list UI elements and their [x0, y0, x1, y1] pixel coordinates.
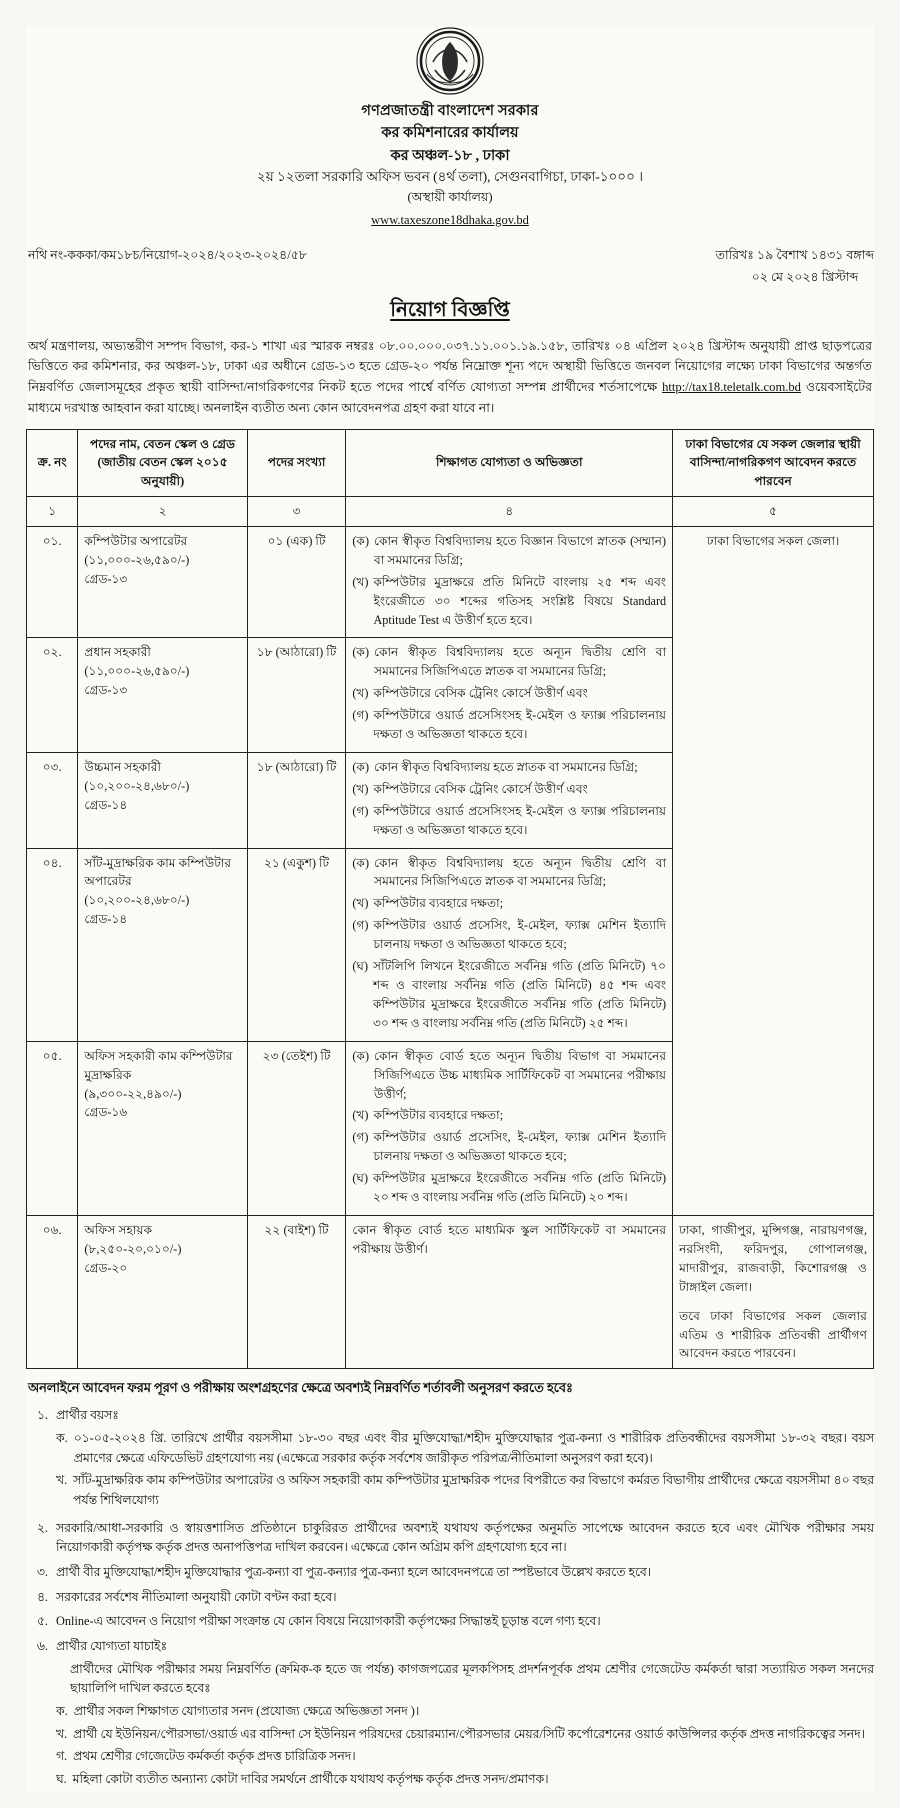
condition-text: প্রার্থী বীর মুক্তিযোদ্ধা/শহীদ মুক্তিযোদ্ধার পুত্র-কন্যা বা পুত্র-কন্যার পুত্র-কন্যা হলে আবেদনপত্রে তা স্পষ্টভাবে উল্লেখ করতে হবে।	[56, 1565, 652, 1580]
table-row	[27, 1215, 874, 1368]
qualification-item	[352, 957, 666, 1033]
qualification-text: কম্পিউটার ওয়ার্ড প্রসেসিং, ই-মেইল, ফ্যাক্স মেশিন ইত্যাদি চালনায় দক্ষতা ও অভিজ্ঞতা থাকতে হবে;	[373, 918, 667, 952]
header-vacancies: পদের সংখ্যা	[247, 429, 346, 497]
row-vacancies: ২২ (বাইশ) টি	[247, 1215, 346, 1368]
qualification-marker: (খ)	[352, 896, 369, 911]
qualification-text: কোন স্বীকৃত বিশ্ববিদ্যালয় হতে বিজ্ঞান বিভাগে স্নাতক (সম্মান) বা সমমানের ডিগ্রি;	[374, 533, 667, 567]
condition-text: সরকারি/আধা-সরকারি ও স্বায়ত্তশাসিত প্রতিষ্ঠানে চাকুরিরত প্রার্থীদের অবশ্যই যথাযথ কর্তৃপক্ষের অনুমতি সাপেক্ষে আবেদন করতে হবে এবং মৌখিক পরীক্ষার সময় নিয়োগকারী কর্তৃপক্ষ কর্তৃক প্রদত্ত অনাপত্তিপত্র দাখিল করবেন। এক্ষেত্রে কোন অগ্রিম কপি গ্রহণযোগ্য হবে না।	[56, 1520, 874, 1555]
post-grade: গ্রেড-১৩	[84, 683, 128, 698]
condition-number: ১.	[36, 1408, 48, 1423]
condition-subitem	[56, 1702, 874, 1722]
qualification-marker: (খ)	[352, 781, 369, 796]
post-grade: গ্রেড-১৪	[84, 912, 128, 927]
qualification-item	[352, 894, 666, 913]
row-post	[78, 1041, 247, 1215]
districts-note: তবে ঢাকা বিভাগের সকল জেলার এতিম ও শারীরিক প্রতিবন্ধী প্রার্থীগণ আবেদন করতে পারবেন।	[679, 1308, 867, 1361]
subitem-text: মহিলা কোটা ব্যতীত অন্যান্য কোটা দাবির সমর্থনে প্রার্থীকে যথাযথ কর্তৃপক্ষ কর্তৃক প্রদত্ত সনদ/প্রমাণক।	[72, 1772, 549, 1787]
qualification-marker: (গ)	[352, 1130, 369, 1145]
row-post	[78, 638, 247, 753]
memo-number: নথি নং-কককা/কম১৮চ/নিয়োগ-২০২৪/২০২৩-২০২৪/৫৮	[28, 247, 307, 262]
intro-text: অর্থ মন্ত্রণালয়, অভ্যন্তরীণ সম্পদ বিভাগ, কর-১ শাখা এর স্মারক নম্বরঃ ০৮.০০.০০০.০৩৭.১১.০০১.১৯.১৫৮, তারিখঃ ০৪ এপ্রিল ২০২৪ খ্রিস্টাব্দ অনুযায়ী প্রাপ্ত ছাড়পত্রের ভিত্তিতে কর কমিশনার, কর অঞ্চল-১৮, ঢাকা এর অধীনে গ্রেড-১৩ হতে গ্রেড-২০ পর্যন্ত নিম্নোক্ত শূন্য পদে অস্থায়ী ভিত্তিতে জনবল নিয়োগের লক্ষ্যে ঢাকা বিভাগের অন্তর্গত নিম্নবর্ণিত জেলাসমূহের প্রকৃত স্থায়ী বাসিন্দা/নাগরিকগণের নিকট হতে পদের পার্শ্বে বর্ণিত যোগ্যতা সম্পন্ন প্রার্থীদের শর্তসাপেক্ষে	[28, 338, 872, 395]
subitem-marker: ক.	[56, 1704, 68, 1719]
post-name: অফিস সহকারী কাম কম্পিউটার মুদ্রাক্ষরিক	[84, 1048, 233, 1082]
post-scale: (৯,৩০০-২২,৪৯০/-)	[84, 1086, 182, 1101]
qualification-item	[352, 532, 666, 570]
qualification-text: কম্পিউটার ব্যবহারে দক্ষতা;	[373, 896, 504, 911]
qualification-marker: (ক)	[352, 533, 370, 548]
districts-last-cell	[673, 1215, 874, 1368]
date-english: ০২ মে ২০২৪ খ্রিস্টাব্দ	[751, 269, 859, 284]
subitem-marker: ক.	[56, 1430, 68, 1445]
header-districts: ঢাকা বিভাগের যে সকল জেলার স্থায়ী বাসিন্দা/নাগরিকগণ আবেদন করতে পারবেন	[673, 429, 874, 497]
condition-number: ৪.	[36, 1589, 48, 1604]
date-label: তারিখঃ	[715, 247, 754, 262]
qualification-text: কম্পিউটারে বেসিক ট্রেনিং কোর্সে উত্তীর্ণ এবং	[373, 686, 588, 701]
condition-number: ৩.	[36, 1565, 48, 1580]
header-post-name: পদের নাম, বেতন স্কেল ও গ্রেড (জাতীয় বেতন স্কেল ২০১৫ অনুযায়ী)	[78, 429, 247, 497]
row-vacancies: ২৩ (তেইশ) টি	[247, 1041, 346, 1215]
header-qualifications: শিক্ষাগত যোগ্যতা ও অভিজ্ঞতা	[346, 429, 673, 497]
qualification-item	[352, 706, 666, 744]
qualification-item	[352, 643, 666, 681]
condition-subitem	[56, 1471, 874, 1510]
colnum-4: ৪	[346, 497, 673, 527]
document-sheet	[26, 26, 874, 1793]
qualification-item	[352, 854, 666, 892]
qualification-item	[352, 1047, 666, 1104]
condition-subitem	[56, 1725, 874, 1745]
qualification-text: কোন স্বীকৃত বিশ্ববিদ্যালয় হতে অন্যূন দ্বিতীয় শ্রেণি বা সমমানের সিজিপিএতে স্নাতক বা সমমানের ডিগ্রি;	[374, 855, 667, 889]
row-serial: ০২.	[27, 638, 78, 753]
qualification-text: কম্পিউটার ব্যবহারে দক্ষতা;	[373, 1108, 504, 1123]
qualification-item	[352, 1128, 666, 1166]
condition-note: প্রার্থীদের মৌখিক পরীক্ষার সময় নিম্নবর্ণিত (ক্রমিক-ক হতে জ পর্যন্ত) কাগজপত্রের মূলকপিসহ প্রদর্শনপূর্বক প্রথম শ্রেণীর গেজেটেড কর্মকর্তা দ্বারা সত্যায়িত সকল সনদের ছায়ালিপি দাখিল করতে হবেঃ	[70, 1661, 874, 1696]
qualification-marker: (গ)	[352, 918, 369, 933]
row-vacancies: ০১ (এক) টি	[247, 526, 346, 638]
qualification-marker: (ক)	[352, 759, 370, 774]
row-qualifications	[346, 1215, 673, 1368]
qualification-marker: (খ)	[352, 1108, 369, 1123]
date-bangla: ১৯ বৈশাখ ১৪৩১ বঙ্গাব্দ	[757, 247, 874, 262]
qualification-marker: (ক)	[352, 1048, 370, 1063]
colnum-2: ২	[78, 497, 247, 527]
qualification-text: কম্পিউটার মুদ্রাক্ষরে ইংরেজীতে সর্বনিম্ন গতি (প্রতি মিনিটে) ২০ শব্দ ও বাংলায় সর্বনিম্ন গতি (প্রতি মিনিটে) ২০ শব্দ।	[373, 1171, 667, 1205]
colnum-3: ৩	[247, 497, 346, 527]
post-grade: গ্রেড-২০	[84, 1260, 128, 1275]
condition-number: ৫.	[36, 1614, 48, 1629]
qualification-item	[352, 1106, 666, 1125]
qualification-marker: (গ)	[352, 803, 369, 818]
condition-text: প্রার্থীর বয়সঃ	[56, 1408, 119, 1423]
bangladesh-government-emblem-icon	[415, 26, 485, 96]
table-header-row	[27, 429, 874, 497]
colnum-1: ১	[27, 497, 78, 527]
condition-text: Online-এ আবেদন ও নিয়োগ পরীক্ষা সংক্রান্ত যে কোন বিষয়ে নিয়োগকারী কর্তৃপক্ষের সিদ্ধান্তই চূড়ান্ত বলে গণ্য হবে।	[56, 1614, 601, 1629]
document-header	[26, 100, 874, 233]
qualification-text: কোন স্বীকৃত বোর্ড হতে মাধ্যমিক স্কুল সার্টিফিকেট বা সমমানের পরীক্ষায় উত্তীর্ণ।	[352, 1222, 667, 1256]
post-scale: (১০,২০০-২৪,৬৮০/-)	[84, 893, 190, 908]
date-block	[716, 247, 874, 289]
row-qualifications	[346, 638, 673, 753]
vacancy-table	[26, 429, 874, 1370]
qualification-marker: (ক)	[352, 645, 370, 660]
post-name: প্রধান সহকারী	[84, 645, 151, 660]
qualification-text: কম্পিউটার ওয়ার্ড প্রসেসিং, ই-মেইল, ফ্যাক্স মেশিন ইত্যাদি চালনায় দক্ষতা ও অভিজ্ঞতা থাকতে হবে;	[373, 1130, 667, 1164]
header-line-office: কর কমিশনারের কার্যালয়	[381, 125, 519, 142]
qualification-item	[352, 573, 666, 630]
row-post	[78, 848, 247, 1041]
subitem-marker: খ.	[56, 1473, 68, 1488]
condition-number: ৬.	[36, 1639, 48, 1654]
header-line-zone: কর অঞ্চল-১৮ , ঢাকা	[390, 147, 510, 164]
row-qualifications	[346, 526, 673, 638]
application-website-link[interactable]: http://tax18.teletalk.com.bd	[662, 380, 801, 395]
intro-text-after: ওয়েবসাইটের মাধ্যমে দরখাস্ত আহবান করা যাচ্ছে। অনলাইন ব্যতীত অন্য কোন আবেদনপত্র গ্রহণ করা যাবে না।	[28, 380, 873, 415]
row-qualifications	[346, 848, 673, 1041]
row-qualifications	[346, 1041, 673, 1215]
qualification-marker: (ঘ)	[352, 1171, 369, 1186]
post-scale: (৮,২৫০-২০,০১০/-)	[84, 1241, 182, 1256]
condition-number: ২.	[36, 1520, 48, 1535]
qualification-text: কম্পিউটারে ওয়ার্ড প্রসেসিংসহ ই-মেইল ও ফ্যাক্স পরিচালনায় দক্ষতা ও অভিজ্ঞতা থাকতে হবে।	[373, 708, 667, 742]
post-scale: (১০,২০০-২৪,৬৮০/-)	[84, 778, 190, 793]
subitem-text: সাঁট-মুদ্রাক্ষরিক কাম কম্পিউটার অপারেটর ও অফিস সহকারী কাম কম্পিউটার মুদ্রাক্ষরিক পদের বিপরীতে কর বিভাগে কর্মরত বিভাগীয় প্রার্থীদের ক্ষেত্রে বয়সসীমা ৪০ বছর পর্যন্ত শিথিলযোগ্য	[73, 1473, 874, 1507]
qualification-item	[352, 758, 666, 777]
row-vacancies: ১৮ (আঠারো) টি	[247, 752, 346, 848]
header-serial: ক্র. নং	[27, 429, 78, 497]
colnum-5: ৫	[673, 497, 874, 527]
qualification-marker: (ক)	[352, 855, 370, 870]
qualification-text: কম্পিউটারে বেসিক ট্রেনিং কোর্সে উত্তীর্ণ এবং	[373, 781, 588, 796]
districts-main-cell: ঢাকা বিভাগের সকল জেলা।	[673, 526, 874, 1215]
subitem-text: প্রার্থীর সকল শিক্ষাগত যোগ্যতার সনদ (প্রযোজ্য ক্ষেত্রে অভিজ্ঞতা সনদ )।	[73, 1704, 420, 1719]
table-column-number-row	[27, 497, 874, 527]
condition-item	[26, 1519, 874, 1558]
qualification-item	[352, 916, 666, 954]
qualification-text: কম্পিউটার মুদ্রাক্ষরে প্রতি মিনিটে বাংলায় ২৫ শব্দ এবং ইংরেজীতে ৩০ শব্দের গতিসহ সংশ্লিষ্ট বিষয়ে Standard Aptitude Test এ উত্তীর্ণ হতে হবে।	[373, 574, 667, 627]
condition-subitem	[56, 1429, 874, 1468]
row-serial: ০৪.	[27, 848, 78, 1041]
conditions-list	[26, 1406, 874, 1792]
memo-date-row	[26, 247, 874, 289]
post-name: কম্পিউটার অপারেটর	[84, 533, 188, 548]
qualification-marker: (খ)	[352, 574, 369, 589]
condition-item	[26, 1588, 874, 1608]
post-scale: (১১,০০০-২৬,৫৯০/-)	[84, 552, 190, 567]
condition-item	[26, 1563, 874, 1583]
qualification-item	[352, 780, 666, 799]
conditions-title: অনলাইনে আবেদন ফরম পূরণ ও পরীক্ষায় অংশগ্রহণের ক্ষেত্রে অবশ্যই নিম্নবর্ণিত শর্তাবলী অনুসরণ করতে হবেঃ	[28, 1381, 573, 1396]
row-vacancies: ২১ (একুশ) টি	[247, 848, 346, 1041]
qualification-marker: (খ)	[352, 686, 369, 701]
post-grade: গ্রেড-১৩	[84, 571, 128, 586]
row-post	[78, 752, 247, 848]
qualification-marker: (গ)	[352, 708, 369, 723]
qualification-text: কোন স্বীকৃত বিশ্ববিদ্যালয় হতে অন্যূন দ্বিতীয় শ্রেণি বা সমমানের সিজিপিএতে স্নাতক বা সমমানের ডিগ্রি;	[374, 645, 667, 679]
subitem-marker: গ.	[56, 1749, 68, 1764]
page-title: নিয়োগ বিজ্ঞপ্তি	[390, 298, 510, 321]
qualification-item	[352, 684, 666, 703]
qualification-item	[352, 1221, 666, 1259]
row-post	[78, 1215, 247, 1368]
qualification-text: কোন স্বীকৃত বোর্ড হতে অন্যূন দ্বিতীয় বিভাগ বা সমমানের সিজিপিএতে উচ্চ মাধ্যমিক সার্টিফিকেট বা সমমানের পরীক্ষায় উত্তীর্ণ;	[374, 1048, 667, 1101]
subitem-marker: খ.	[56, 1726, 68, 1741]
subitem-text: প্রার্থী যে ইউনিয়ন/পৌরসভা/ওয়ার্ড এর বাসিন্দা সে ইউনিয়ন পরিষদের চেয়ারম্যান/পৌরসভার মেয়র/সিটি কর্পোরেশনের ওয়ার্ড কাউন্সিলর কর্তৃক প্রদত্ত নাগরিকত্বের সনদ।	[73, 1726, 865, 1741]
qualification-item	[352, 1169, 666, 1207]
subitem-text: ০১-০৫-২০২৪ খ্রি. তারিখে প্রার্থীর বয়সসীমা ১৮-৩০ বছর এবং বীর মুক্তিযোদ্ধা/শহীদ মুক্তিযোদ্ধার পুত্র-কন্যা ও শারীরিক প্রতিবন্ধীদের বয়সসীমা ১৮-৩২ বছর। বয়স প্রমাণের ক্ষেত্রে এফিডেভিট গ্রহণযোগ্য নয় (এক্ষেত্রে সরকার কর্তৃক সর্বশেষ জারীকৃত পরিপত্র/নীতিমালা অনুসরণ করা হবে)।	[73, 1430, 874, 1465]
post-name: উচ্চমান সহকারী	[84, 759, 161, 774]
row-vacancies: ১৮ (আঠারো) টি	[247, 638, 346, 753]
header-line-temporary-office: (অস্থায়ী কার্যালয়)	[407, 190, 493, 205]
table-row	[27, 526, 874, 638]
post-scale: (১১,০০০-২৬,৫৯০/-)	[84, 664, 190, 679]
row-serial: ০১.	[27, 526, 78, 638]
qualification-item	[352, 802, 666, 840]
condition-text: সরকারের সর্বশেষ নীতিমালা অনুযায়ী কোটা বণ্টন করা হবে।	[56, 1589, 337, 1604]
header-line-government: গণপ্রজাতন্ত্রী বাংলাদেশ সরকার	[361, 103, 539, 119]
condition-item	[26, 1612, 874, 1632]
qualification-marker: (ঘ)	[352, 959, 369, 974]
row-serial: ০৬.	[27, 1215, 78, 1368]
condition-subitem	[56, 1747, 874, 1767]
condition-item	[26, 1637, 874, 1793]
qualification-text: কম্পিউটারে ওয়ার্ড প্রসেসিংসহ ই-মেইল ও ফ্যাক্স পরিচালনায় দক্ষতা ও অভিজ্ঞতা থাকতে হবে।	[373, 803, 667, 837]
subitem-marker: ঘ.	[56, 1772, 67, 1787]
post-grade: গ্রেড-১৪	[84, 797, 128, 812]
header-line-address: ২য় ১২তলা সরকারি অফিস ভবন (৪র্থ তলা), সেগুনবাগিচা, ঢাকা-১০০০ ।	[256, 169, 644, 185]
condition-item	[26, 1406, 874, 1513]
intro-paragraph	[26, 336, 874, 419]
row-serial: ০৫.	[27, 1041, 78, 1215]
row-qualifications	[346, 752, 673, 848]
row-serial: ০৩.	[27, 752, 78, 848]
emblem-container	[26, 26, 874, 96]
subitem-text: প্রথম শ্রেণীর গেজেটেড কর্মকর্তা কর্তৃক প্রদত্ত চারিত্রিক সনদ।	[73, 1749, 356, 1764]
condition-subitem	[56, 1770, 874, 1790]
row-post	[78, 526, 247, 638]
districts-list: ঢাকা, গাজীপুর, মুন্সিগঞ্জ, নারায়ণগঞ্জ, নরসিংদী, ফরিদপুর, গোপালগঞ্জ, মাদারীপুর, রাজবাড়ী, কিশোরগঞ্জ ও টাঙ্গাইল জেলা।	[679, 1222, 867, 1294]
post-name: সাঁট-মুদ্রাক্ষরিক কাম কম্পিউটার অপারেটর	[84, 855, 232, 889]
post-name: অফিস সহায়ক	[84, 1222, 153, 1237]
qualification-text: কোন স্বীকৃত বিশ্ববিদ্যালয় হতে স্নাতক বা সমমানের ডিগ্রি;	[374, 759, 638, 774]
condition-text: প্রার্থীর যোগ্যতা যাচাইঃ	[56, 1639, 167, 1654]
post-grade: গ্রেড-১৬	[84, 1105, 128, 1120]
office-website-link[interactable]: www.taxeszone18dhaka.gov.bd	[371, 212, 529, 227]
qualification-text: সাঁটলিপি লিখনে ইংরেজীতে সর্বনিম্ন গতি (প্রতি মিনিটে) ৭০ শব্দ ও বাংলায় সর্বনিম্ন গতি (প্রতি মিনিটে) ৪৫ শব্দ এবং কম্পিউটার মুদ্রাক্ষরে ইংরেজীতে সর্বনিম্ন গতি (প্রতি মিনিটে) ৩০ শব্দ ও বাংলায় সর্বনিম্ন গতি (প্রতি মিনিটে) ২৫ শব্দ।	[373, 959, 667, 1030]
